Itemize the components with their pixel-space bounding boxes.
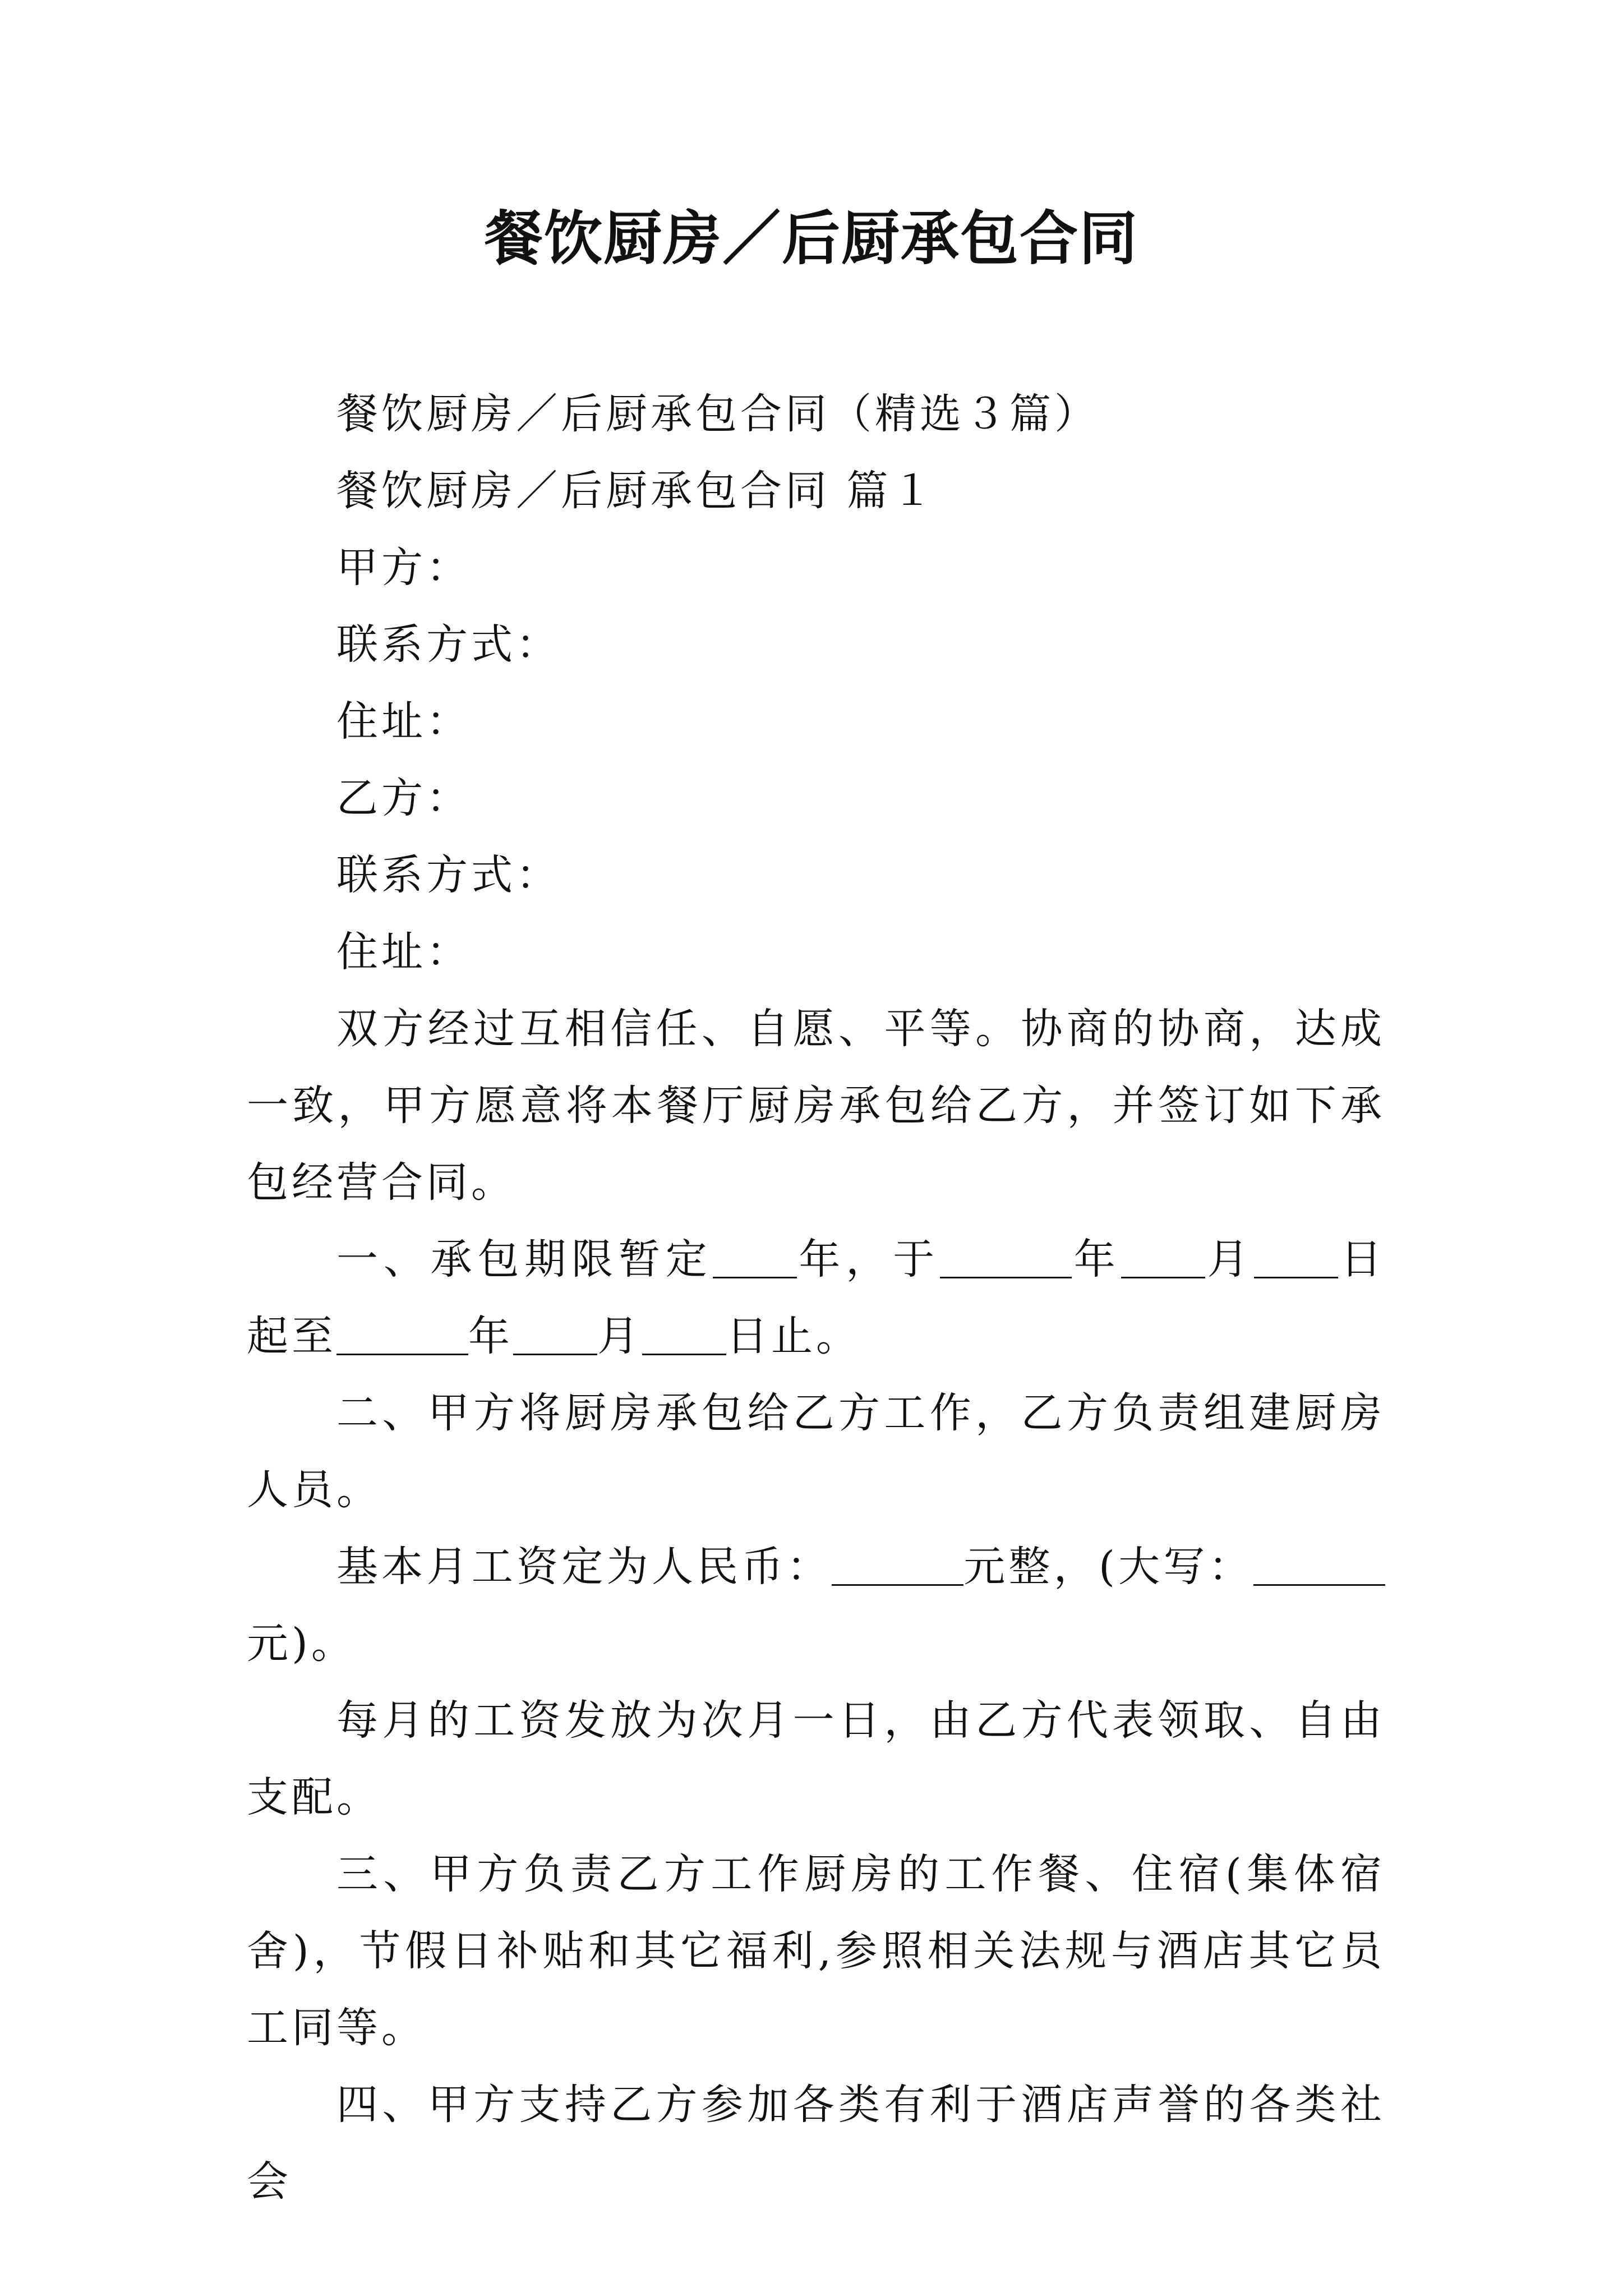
clause-1-text-f: 年 [468,1312,513,1360]
intro-paragraph: 双方经过互相信任、自愿、平等。协商的协商，达成一致，甲方愿意将本餐厅厨房承包给乙方，并签订如下承包经营合同。 [247,1005,1385,1207]
document-subtitle: 餐饮厨房／后厨承包合同（精选３篇） [336,390,1099,438]
clause-1-term [247,1221,1385,1375]
end-year-blank [336,1316,468,1355]
clause-1-text-h: 日止。 [726,1312,861,1360]
clause-1-text-a: 一、承包期限暂定 [336,1235,713,1283]
clause-1-text-e: 日起至 [247,1235,1386,1360]
party-a-label: 甲方： [336,544,471,592]
clause-1-text-b: 年，于 [796,1235,940,1283]
start-month-blank [1121,1239,1205,1278]
party-a-contact-label: 联系方式： [336,620,561,669]
term-years-blank [713,1239,797,1278]
payment-paragraph: 每月的工资发放为次月一日，由乙方代表领取、自由支配。 [247,1696,1385,1821]
salary-paragraph [247,1529,1385,1682]
clause-4: 四、甲方支持乙方参加各类有利于酒店声誉的各类社会 [247,2081,1385,2206]
start-year-blank [940,1239,1072,1278]
salary-text-a: 基本月工资定为人民币： [336,1543,832,1591]
party-b-address-label: 住址： [336,928,471,976]
end-day-blank [642,1316,726,1355]
section-heading: 餐饮厨房／后厨承包合同 篇１ [336,467,937,515]
clause-2: 二、甲方将厨房承包给乙方工作，乙方负责组建厨房人员。 [247,1389,1385,1514]
party-b-label: 乙方： [336,774,471,822]
salary-uppercase-blank [1253,1547,1385,1586]
salary-amount-blank [832,1547,963,1586]
salary-text-b: 元整，(大写： [963,1543,1253,1591]
document-body [247,376,1385,2220]
clause-3: 三、甲方负责乙方工作厨房的工作餐、住宿(集体宿舍)，节假日补贴和其它福利,参照相关法规与酒店其它员工同等。 [247,1850,1385,2052]
clause-1-text-g: 月 [597,1312,642,1360]
end-month-blank [513,1316,597,1355]
document-title: 餐饮厨房／后厨承包合同 [484,204,1138,273]
party-a-address-label: 住址： [336,697,471,746]
party-b-contact-label: 联系方式： [336,851,561,899]
clause-1-text-c: 年 [1071,1235,1121,1283]
clause-1-text-d: 月 [1205,1235,1255,1283]
salary-text-c: 元)。 [247,1619,356,1668]
start-day-blank [1254,1239,1338,1278]
